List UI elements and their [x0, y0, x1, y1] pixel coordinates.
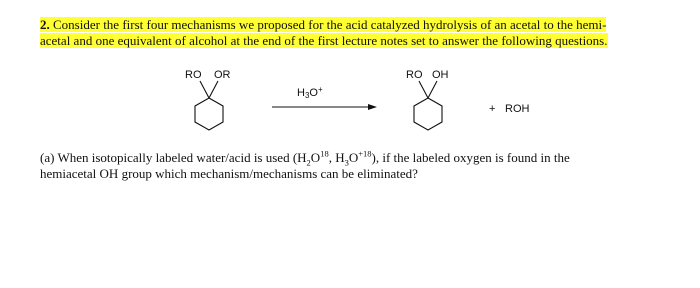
product-bond-right — [428, 81, 437, 98]
part-a-text-2: O — [310, 150, 321, 165]
product-bond-left — [419, 81, 428, 98]
part-a-question — [40, 150, 670, 182]
part-a-text-1: When isotopically labeled water/acid is used (H — [57, 150, 307, 165]
reactant-bond-right — [209, 81, 218, 98]
part-a-label: (a) — [40, 150, 55, 165]
question-number: 2. — [40, 17, 50, 32]
part-a-sup-2: +18 — [358, 148, 372, 159]
reactant-cyclohexane-ring — [195, 98, 223, 130]
reagent-o: O — [309, 87, 318, 99]
reactant-bond-left — [200, 81, 209, 98]
reagent-charge: + — [317, 85, 323, 94]
part-a-text-4: O — [348, 150, 359, 165]
reactant-substituent-right: OR — [214, 69, 231, 81]
byproduct-alcohol: ROH — [505, 103, 530, 115]
reagent-h-subscript: 3 — [304, 91, 310, 100]
product-substituent-left: RO — [406, 69, 423, 81]
reaction-arrow — [272, 104, 377, 110]
reagent-h: H — [297, 87, 305, 99]
question-line-2: acetal and one equivalent of alcohol at the end of the first lecture notes set to answer the following questions. — [40, 33, 608, 48]
part-a-line-2: hemiacetal OH group which mechanism/mechanisms can be eliminated? — [40, 166, 418, 181]
part-a-text-5: ), if the labeled oxygen is found in the — [371, 150, 570, 165]
part-a-sub-1: 2 — [306, 157, 311, 168]
product-substituent-right: OH — [432, 69, 449, 81]
reactant-substituent-left: RO — [185, 69, 202, 81]
reactant-acetal — [195, 81, 223, 130]
part-a-sup-1: 18 — [320, 148, 329, 159]
part-a-sub-2: 3 — [344, 157, 349, 168]
part-a-text-3: , H — [328, 150, 345, 165]
product-cyclohexane-ring — [414, 98, 442, 130]
question-text-1: Consider the first four mechanisms we proposed for the acid catalyzed hydrolysis of an acetal to the hemi- — [53, 17, 607, 32]
product-hemiacetal — [414, 81, 442, 130]
plus-sign: + — [489, 103, 496, 115]
reagent-label — [297, 85, 323, 100]
